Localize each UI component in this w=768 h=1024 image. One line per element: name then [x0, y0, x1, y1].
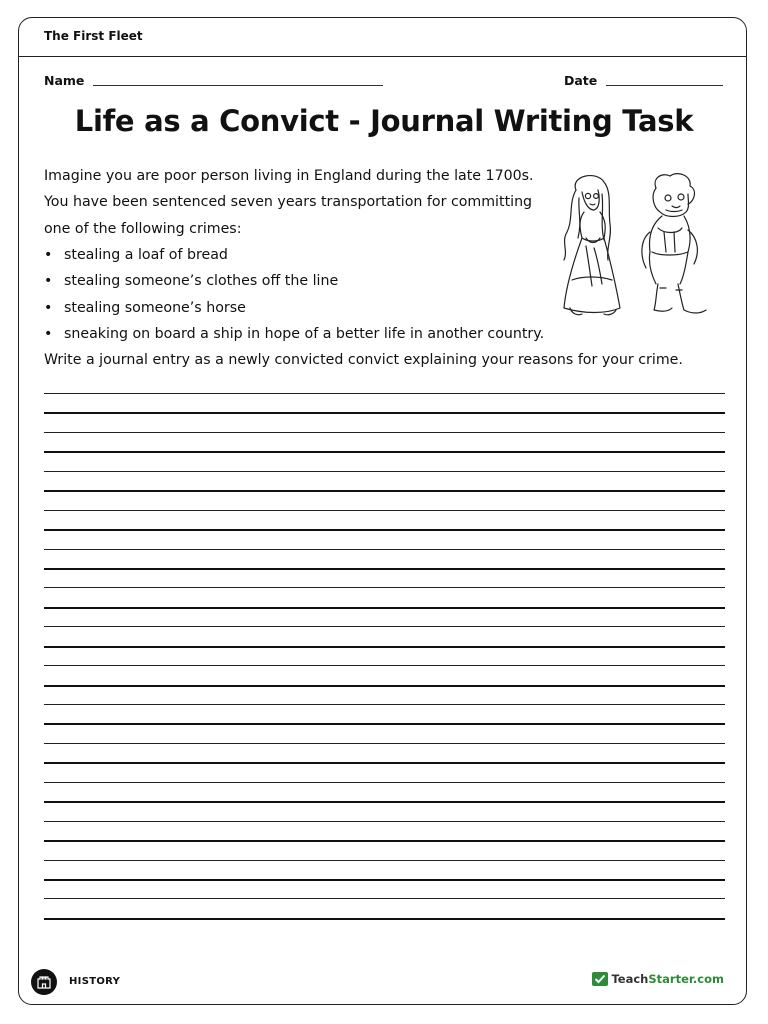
- brand-logo: [592, 972, 724, 986]
- intro-text: [44, 163, 564, 242]
- writing-line[interactable]: [44, 510, 725, 529]
- writing-line[interactable]: [44, 607, 725, 626]
- writing-line[interactable]: [44, 879, 725, 898]
- writing-line[interactable]: [44, 840, 725, 859]
- intro-line: You have been sentenced seven years transportation for committing: [44, 194, 533, 211]
- name-field[interactable]: [93, 85, 383, 86]
- writing-line[interactable]: [44, 918, 725, 937]
- crime-list: [44, 242, 544, 347]
- subject-label: HISTORY: [69, 976, 121, 987]
- writing-line[interactable]: [44, 451, 725, 470]
- brand-name-a: Teach: [611, 972, 649, 986]
- list-item: • stealing someone’s horse: [44, 295, 544, 321]
- writing-line[interactable]: [44, 626, 725, 645]
- castle-icon: [30, 968, 58, 996]
- list-item: • sneaking on board a ship in hope of a better life in another country.: [44, 321, 544, 347]
- bullet-icon: •: [44, 273, 53, 290]
- brand-domain: .com: [692, 972, 724, 986]
- list-item: • stealing a loaf of bread: [44, 242, 544, 268]
- brand-name-b: Starter: [648, 972, 693, 986]
- writing-line[interactable]: [44, 762, 725, 781]
- writing-line[interactable]: [44, 490, 725, 509]
- writing-line[interactable]: [44, 860, 725, 879]
- writing-line[interactable]: [44, 743, 725, 762]
- convicts-illustration: [548, 168, 728, 320]
- header-bar: [19, 18, 746, 57]
- header-title: The First Fleet: [44, 29, 143, 43]
- date-label: Date: [564, 73, 598, 88]
- writing-area[interactable]: [44, 393, 725, 937]
- writing-line[interactable]: [44, 432, 725, 451]
- writing-line[interactable]: [44, 821, 725, 840]
- name-label: Name: [44, 73, 85, 88]
- list-item: • stealing someone’s clothes off the line: [44, 268, 544, 294]
- writing-line[interactable]: [44, 568, 725, 587]
- writing-line[interactable]: [44, 587, 725, 606]
- writing-line[interactable]: [44, 665, 725, 684]
- intro-line: Imagine you are poor person living in England during the late 1700s.: [44, 168, 534, 184]
- writing-line[interactable]: [44, 529, 725, 548]
- writing-line[interactable]: [44, 723, 725, 742]
- writing-line[interactable]: [44, 646, 725, 665]
- intro-line: one of the following crimes:: [44, 220, 242, 237]
- writing-line[interactable]: [44, 412, 725, 431]
- bullet-icon: •: [44, 325, 53, 342]
- writing-line[interactable]: [44, 685, 725, 704]
- instruction-text: Write a journal entry as a newly convicted convict explaining your reasons for your crime.: [44, 352, 683, 368]
- writing-line[interactable]: [44, 704, 725, 723]
- bullet-icon: •: [44, 247, 53, 263]
- writing-line[interactable]: [44, 782, 725, 801]
- check-icon: [592, 972, 608, 986]
- bullet-icon: •: [44, 299, 53, 316]
- writing-line[interactable]: [44, 898, 725, 917]
- writing-line[interactable]: [44, 801, 725, 820]
- page-title: Life as a Convict - Journal Writing Task: [74, 104, 694, 138]
- writing-line[interactable]: [44, 549, 725, 568]
- writing-line[interactable]: [44, 393, 725, 412]
- writing-line[interactable]: [44, 471, 725, 490]
- date-field[interactable]: [606, 85, 723, 86]
